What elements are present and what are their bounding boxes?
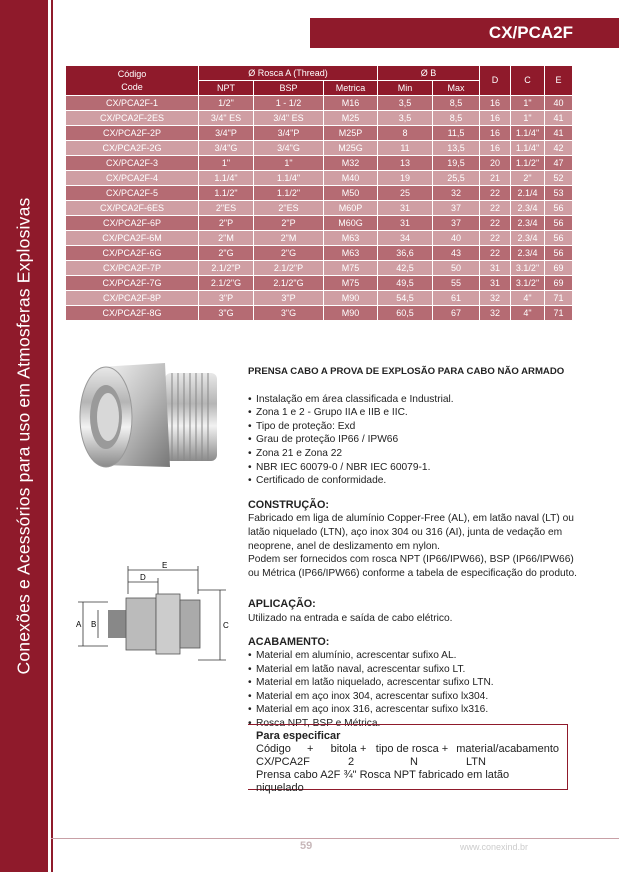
list-item: • Material em latão niquelado, acrescentar sufixo LTN. [248, 676, 578, 690]
table-cell: 2"P [254, 216, 324, 231]
table-row [66, 216, 573, 231]
list-item: • Material em aço inox 316, acrescentar sufixo lx316. [248, 703, 578, 717]
table-cell: 2.1/2"G [254, 276, 324, 291]
table-cell: 69 [545, 261, 573, 276]
table-cell: 3,5 [378, 111, 433, 126]
table-cell: 2.1/2"G [199, 276, 254, 291]
header-e: E [545, 66, 573, 96]
table-cell: 71 [545, 291, 573, 306]
table-cell: M63 [324, 246, 378, 261]
table-cell: 1.1/4" [199, 171, 254, 186]
table-cell: 11 [378, 141, 433, 156]
header-c: C [511, 66, 545, 96]
table-cell: 2"M [254, 231, 324, 246]
dim-d-label: D [140, 573, 146, 582]
product-title: PRENSA CABO A PROVA DE EXPLOSÃO PARA CABO NÃO ARMADO [248, 366, 565, 377]
table-cell: 3"G [254, 306, 324, 321]
table-cell: 61 [433, 291, 480, 306]
list-item: • Material em aço inox 304, acrescentar sufixo lx304. [248, 690, 578, 704]
table-cell: 4" [511, 306, 545, 321]
page-title: CX/PCA2F [310, 18, 619, 48]
spec-formula: Código + bitola + tipo de rosca + material/acabamento [256, 743, 559, 755]
table-cell: 3/4"P [254, 126, 324, 141]
table-cell: 42,5 [378, 261, 433, 276]
list-item: • Certificado de conformidade. [248, 474, 578, 488]
table-cell: M60P [324, 201, 378, 216]
technical-drawing [68, 560, 236, 680]
table-cell: CX/PCA2F-2ES [66, 111, 199, 126]
table-cell: CX/PCA2F-6P [66, 216, 199, 231]
table-cell: 2.1/4 [511, 186, 545, 201]
table-cell: 3/4"P [199, 126, 254, 141]
table-cell: 37 [433, 216, 480, 231]
table-cell: M32 [324, 156, 378, 171]
acabamento-title: ACABAMENTO: [248, 635, 330, 648]
table-cell: 1.1/4" [254, 171, 324, 186]
dim-c-label: C [223, 621, 229, 630]
table-cell: 13,5 [433, 141, 480, 156]
table-cell: M25G [324, 141, 378, 156]
table-cell: 2"M [199, 231, 254, 246]
table-cell: M25P [324, 126, 378, 141]
table-cell: 21 [480, 171, 511, 186]
table-cell: 2.3/4 [511, 216, 545, 231]
table-row [66, 261, 573, 276]
table-row [66, 126, 573, 141]
header-d: D [480, 66, 511, 96]
table-cell: 31 [378, 201, 433, 216]
table-cell: 2"ES [199, 201, 254, 216]
table-cell: 3,5 [378, 96, 433, 111]
table-cell: 1.1/2" [199, 186, 254, 201]
spec-example-code: CX/PCA2F 2 N LTN [256, 756, 486, 768]
sidebar-rule [51, 0, 53, 872]
table-row [66, 201, 573, 216]
table-cell: 67 [433, 306, 480, 321]
table-cell: M60G [324, 216, 378, 231]
table-cell: 3/4" ES [254, 111, 324, 126]
list-item: • Zona 21 e Zona 22 [248, 447, 578, 461]
table-cell: 1.1/2" [254, 186, 324, 201]
cable-gland-photo [70, 355, 230, 475]
page-number: 59 [300, 840, 313, 852]
table-cell: 25 [378, 186, 433, 201]
table-cell: CX/PCA2F-7P [66, 261, 199, 276]
list-item: • Instalação em área classificada e Industrial. [248, 393, 578, 407]
table-cell: CX/PCA2F-6ES [66, 201, 199, 216]
sidebar-title: Conexões e Acessórios para uso em Atmosferas Explosivas [13, 197, 34, 675]
table-cell: 8 [378, 126, 433, 141]
table-cell: 47 [545, 156, 573, 171]
aplicacao-text: Utilizado na entrada e saída de cabo elétrico. [248, 612, 453, 624]
table-cell: 8,5 [433, 111, 480, 126]
table-cell: M40 [324, 171, 378, 186]
table-cell: 2"P [199, 216, 254, 231]
table-row [66, 186, 573, 201]
table-cell: 31 [378, 216, 433, 231]
table-cell: 50 [433, 261, 480, 276]
header-min: Min [378, 81, 433, 96]
table-cell: 56 [545, 231, 573, 246]
table-cell: 2.3/4 [511, 246, 545, 261]
table-cell: CX/PCA2F-3 [66, 156, 199, 171]
table-cell: 2.1/2"P [254, 261, 324, 276]
construcao-title: CONSTRUÇÃO: [248, 498, 329, 511]
aplicacao-title: APLICAÇÃO: [248, 598, 316, 611]
table-row [66, 171, 573, 186]
construcao-text: Fabricado em liga de alumínio Copper-Free (AL), em latão naval (LT) ou latão niquelado (LTN), aço inox 304 ou 316 (AI), junta de vedação em neoprene, anel de deslizamento em nylon. [248, 513, 574, 552]
header-npt: NPT [199, 81, 254, 96]
spec-title: Para especificar [256, 730, 341, 742]
table-cell: 40 [433, 231, 480, 246]
table-cell: 2.3/4 [511, 231, 545, 246]
table-row [66, 246, 573, 261]
header-rosca: Ø Rosca A (Thread) [199, 66, 378, 81]
table-cell: 32 [480, 291, 511, 306]
footer-rule [51, 838, 619, 839]
list-item: • Tipo de proteção: Exd [248, 420, 578, 434]
table-cell: 52 [545, 171, 573, 186]
table-cell: 40 [545, 96, 573, 111]
table-cell: 71 [545, 306, 573, 321]
table-cell: 16 [480, 111, 511, 126]
product-description [248, 365, 578, 731]
dim-e-label: E [162, 561, 168, 570]
table-cell: 54,5 [378, 291, 433, 306]
table-cell: 69 [545, 276, 573, 291]
table-cell: 55 [433, 276, 480, 291]
table-cell: 56 [545, 246, 573, 261]
footer-url: www.conexind.br [460, 842, 529, 852]
table-cell: 42 [545, 141, 573, 156]
table-row [66, 111, 573, 126]
table-cell: M16 [324, 96, 378, 111]
list-item: • Material em latão naval, acrescentar sufixo LT. [248, 663, 578, 677]
table-cell: 8,5 [433, 96, 480, 111]
table-cell: 34 [378, 231, 433, 246]
table-cell: 25,5 [433, 171, 480, 186]
header-max: Max [433, 81, 480, 96]
table-cell: 36,6 [378, 246, 433, 261]
table-cell: 3.1/2" [511, 276, 545, 291]
table-row [66, 291, 573, 306]
table-cell: 3/4" ES [199, 111, 254, 126]
table-cell: M75 [324, 261, 378, 276]
table-cell: 31 [480, 276, 511, 291]
table-cell: 2.3/4 [511, 201, 545, 216]
table-cell: M90 [324, 291, 378, 306]
header-metrica: Metrica [324, 81, 378, 96]
table-cell: 19,5 [433, 156, 480, 171]
table-cell: CX/PCA2F-2P [66, 126, 199, 141]
header-bsp: BSP [254, 81, 324, 96]
header-codigo: Código Code [66, 66, 199, 96]
table-cell: 3.1/2" [511, 261, 545, 276]
list-item: • Grau de proteção IP66 / IPW66 [248, 433, 578, 447]
table-cell: CX/PCA2F-6G [66, 246, 199, 261]
table-cell: 13 [378, 156, 433, 171]
table-cell: 16 [480, 126, 511, 141]
table-cell: M63 [324, 231, 378, 246]
table-row [66, 141, 573, 156]
table-cell: 2.1/2"P [199, 261, 254, 276]
table-cell: M75 [324, 276, 378, 291]
table-cell: CX/PCA2F-2G [66, 141, 199, 156]
table-row [66, 306, 573, 321]
list-item: • Rosca NPT, BSP e Métrica. [248, 717, 578, 731]
table-cell: 1" [511, 96, 545, 111]
list-item: • Zona 1 e 2 - Grupo IIA e IIB e IIC. [248, 406, 578, 420]
table-cell: 4" [511, 291, 545, 306]
sidebar-band [0, 0, 48, 872]
specification-box [248, 724, 568, 794]
table-cell: 22 [480, 231, 511, 246]
table-cell: CX/PCA2F-7G [66, 276, 199, 291]
table-cell: 49,5 [378, 276, 433, 291]
table-body [66, 96, 573, 321]
table-cell: 53 [545, 186, 573, 201]
table-cell: M90 [324, 306, 378, 321]
table-row [66, 231, 573, 246]
table-cell: 31 [480, 261, 511, 276]
features-list [248, 393, 578, 488]
table-cell: 22 [480, 246, 511, 261]
table-cell: 1" [254, 156, 324, 171]
table-cell: CX/PCA2F-8G [66, 306, 199, 321]
table-cell: 22 [480, 216, 511, 231]
table-cell: CX/PCA2F-1 [66, 96, 199, 111]
table-cell: 2"G [254, 246, 324, 261]
spec-example-text: Prensa cabo A2F ¾" Rosca NPT fabricado em latão niquelado [256, 769, 510, 794]
table-cell: 16 [480, 96, 511, 111]
table-cell: 1" [511, 111, 545, 126]
table-cell: 19 [378, 171, 433, 186]
table-cell: 1.1/4" [511, 126, 545, 141]
acabamento-list [248, 649, 578, 731]
table-cell: 1.1/4" [511, 141, 545, 156]
table-cell: 3"P [199, 291, 254, 306]
dim-b-label: B [91, 620, 97, 629]
table-cell: 16 [480, 141, 511, 156]
table-cell: 2" [511, 171, 545, 186]
table-cell: 11,5 [433, 126, 480, 141]
table-cell: 20 [480, 156, 511, 171]
table-row [66, 156, 573, 171]
table-cell: M50 [324, 186, 378, 201]
table-cell: 56 [545, 201, 573, 216]
table-cell: 3"P [254, 291, 324, 306]
table-cell: 2"G [199, 246, 254, 261]
table-cell: 41 [545, 111, 573, 126]
table-cell: 3/4"G [199, 141, 254, 156]
table-cell: 1 - 1/2 [254, 96, 324, 111]
table-cell: M25 [324, 111, 378, 126]
table-cell: CX/PCA2F-5 [66, 186, 199, 201]
specification-table [65, 65, 573, 321]
table-cell: 37 [433, 201, 480, 216]
list-item: • NBR IEC 60079-0 / NBR IEC 60079-1. [248, 461, 578, 475]
table-cell: 1/2" [199, 96, 254, 111]
construcao-text-2: Podem ser fornecidos com rosca NPT (IP66/IPW66), BSP (IP66/IPW66) ou Métrica (IP66/IPW66) conforme a tabela de especificação do produto. [248, 554, 578, 579]
table-cell: 60,5 [378, 306, 433, 321]
table-cell: 32 [480, 306, 511, 321]
table-cell: 22 [480, 186, 511, 201]
table-cell: 56 [545, 216, 573, 231]
table-cell: 1.1/2" [511, 156, 545, 171]
table-cell: 22 [480, 201, 511, 216]
table-row [66, 96, 573, 111]
table-cell: 32 [433, 186, 480, 201]
table-cell: 2"ES [254, 201, 324, 216]
dim-a-label: A [76, 620, 82, 629]
table-row [66, 276, 573, 291]
table-cell: 3"G [199, 306, 254, 321]
table-cell: CX/PCA2F-8P [66, 291, 199, 306]
table-cell: 41 [545, 126, 573, 141]
table-cell: 43 [433, 246, 480, 261]
header-diam-b: Ø B [378, 66, 480, 81]
table-cell: 3/4"G [254, 141, 324, 156]
table-cell: CX/PCA2F-6M [66, 231, 199, 246]
table-cell: CX/PCA2F-4 [66, 171, 199, 186]
table-cell: 1" [199, 156, 254, 171]
list-item: • Material em alumínio, acrescentar sufixo AL. [248, 649, 578, 663]
